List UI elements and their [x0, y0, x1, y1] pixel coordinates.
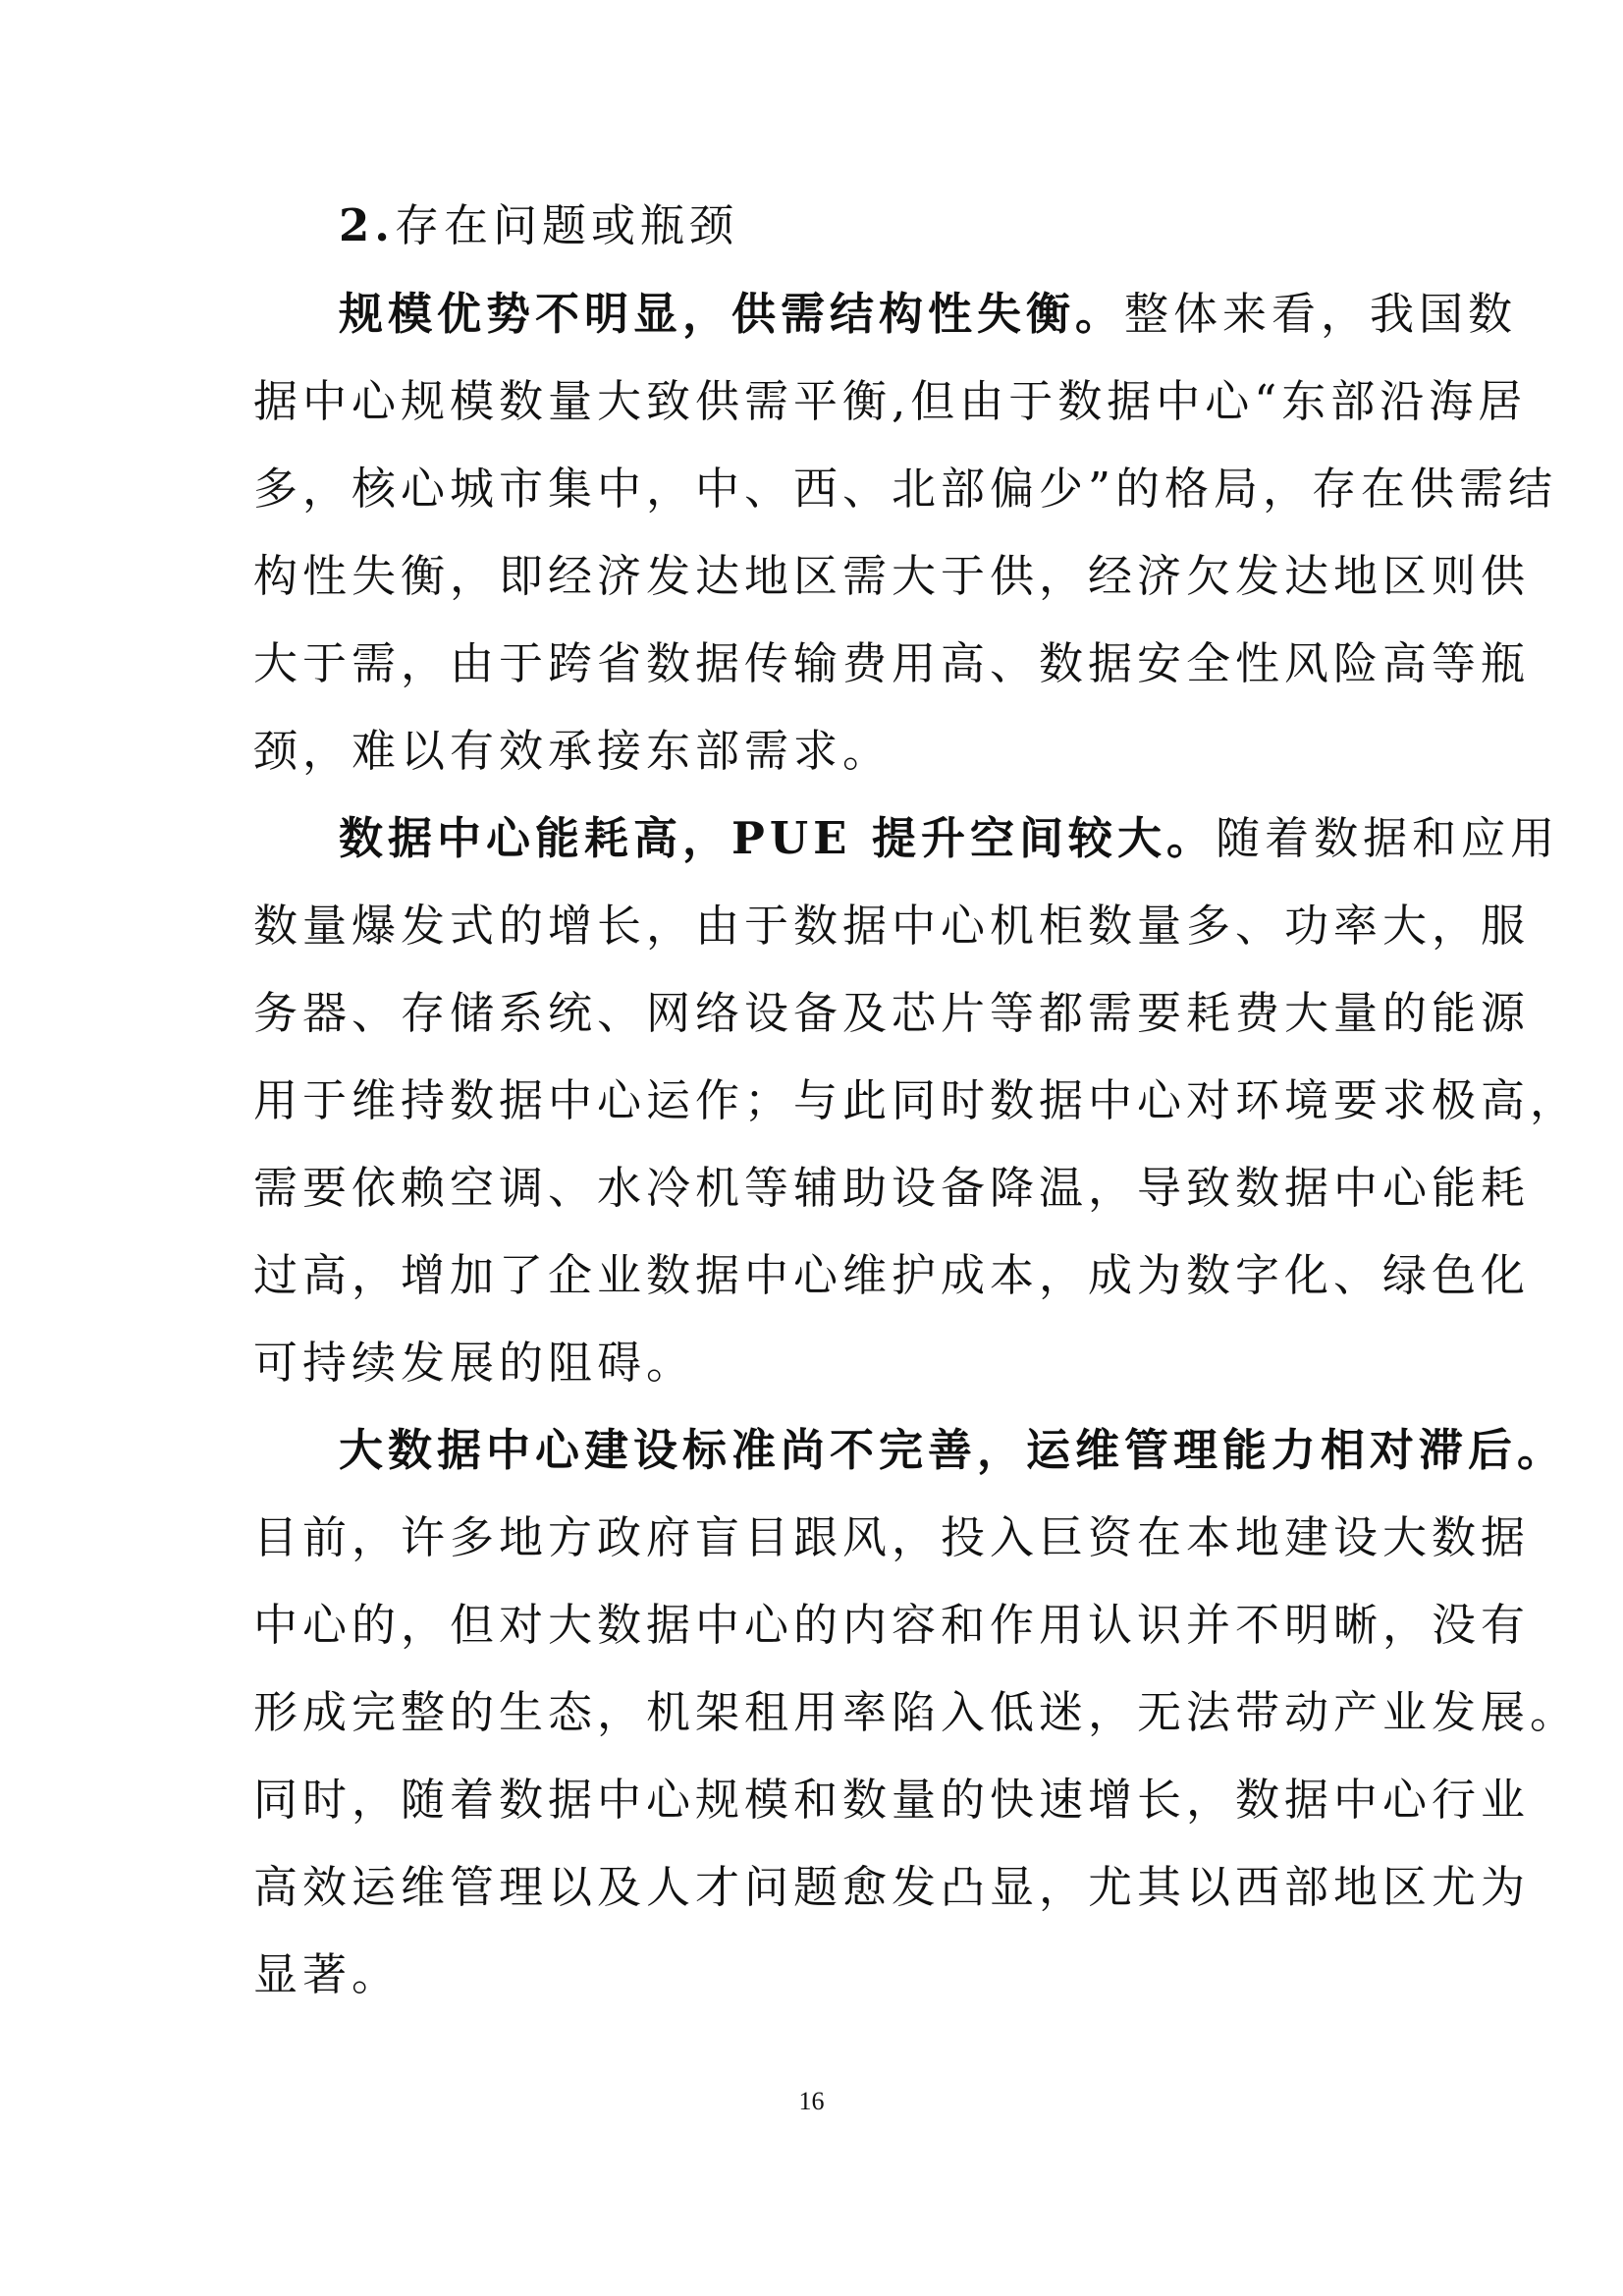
paragraph-2-text: 随着数据和应用	[1216, 812, 1560, 864]
paragraph-2-lead: 数据中心能耗高，PUE 提升空间较大。	[339, 812, 1217, 864]
paragraph-2-line-6: 过高，增加了企业数据中心维护成本，成为数字化、绿色化	[253, 1249, 1531, 1301]
paragraph-3-line-6: 显著。	[253, 1948, 402, 2000]
paragraph-1-lead: 规模优势不明显，供需结构性失衡。	[339, 288, 1125, 340]
paragraph-1-line-1	[339, 285, 1517, 344]
paragraph-2-line-1	[339, 809, 1559, 868]
paragraph-1-line-5: 大于需，由于跨省数据传输费用高、数据安全性风险高等瓶	[253, 637, 1531, 689]
section-heading	[339, 196, 738, 255]
paragraph-3-line-1: 目前，许多地方政府盲目跟风，投入巨资在本地建设大数据	[253, 1511, 1531, 1563]
section-title: 存在问题或瓶颈	[394, 199, 738, 251]
paragraph-1-line-2: 据中心规模数量大致供需平衡,但由于数据中心“东部沿海居	[253, 375, 1528, 427]
paragraph-2-line-4: 用于维持数据中心运作；与此同时数据中心对环境要求极高，	[253, 1074, 1580, 1126]
paragraph-1-line-4: 构性失衡，即经济发达地区需大于供，经济欠发达地区则供	[253, 550, 1531, 602]
paragraph-2-line-7: 可持续发展的阻碍。	[253, 1337, 696, 1389]
paragraph-1-line-3: 多，核心城市集中，中、西、北部偏少”的格局，存在供需结	[253, 463, 1558, 515]
paragraph-2-line-5: 需要依赖空调、水冷机等辅助设备降温，导致数据中心能耗	[253, 1162, 1531, 1214]
paragraph-2-line-3: 务器、存储系统、网络设备及芯片等都需要耗费大量的能源	[253, 987, 1531, 1039]
paragraph-2-line-2: 数量爆发式的增长，由于数据中心机柜数量多、功率大，服	[253, 900, 1531, 952]
paragraph-3-line-3: 形成完整的生态，机架租用率陷入低迷，无法带动产业发展。	[253, 1686, 1580, 1738]
section-number: 2.	[339, 199, 395, 251]
paragraph-3-line-2: 中心的，但对大数据中心的内容和作用认识并不明晰，没有	[253, 1599, 1531, 1651]
paragraph-3-line-5: 高效运维管理以及人才问题愈发凸显，尤其以西部地区尤为	[253, 1861, 1531, 1913]
paragraph-1-line-6: 颈，难以有效承接东部需求。	[253, 725, 893, 777]
paragraph-1-text: 整体来看，我国数	[1124, 288, 1518, 340]
page-number: 16	[798, 2087, 825, 2115]
paragraph-3-lead: 大数据中心建设标准尚不完善，运维管理能力相对滞后。	[339, 1424, 1567, 1476]
paragraph-3-line-4: 同时，随着数据中心规模和数量的快速增长，数据中心行业	[253, 1774, 1531, 1826]
